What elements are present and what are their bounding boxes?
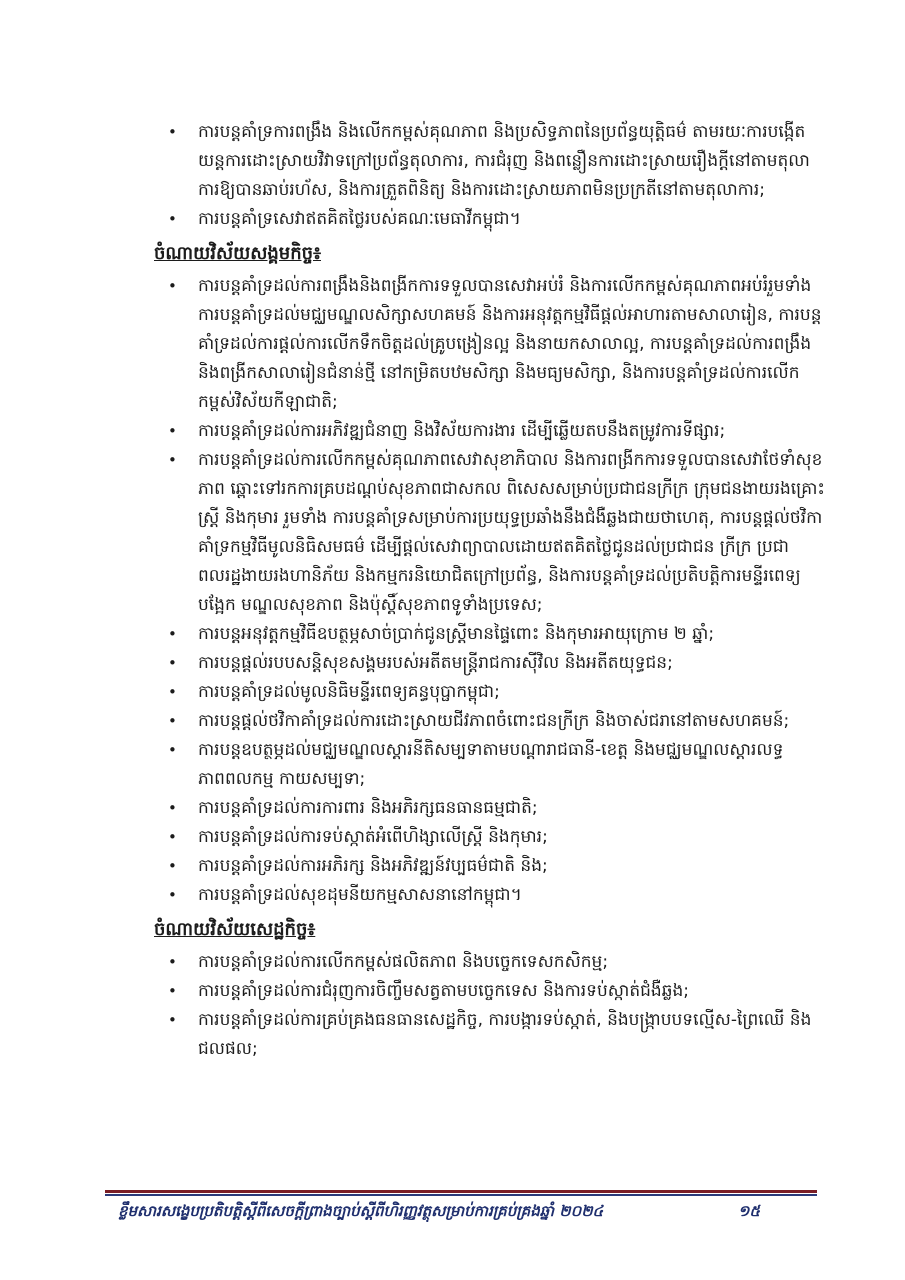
list-item bbox=[150, 823, 828, 852]
list-item bbox=[150, 1006, 828, 1064]
list-item bbox=[150, 272, 828, 417]
list-item-text: ការបន្តគាំទ្រដល់ការលើកកម្ពស់ផលិតភាព និងបច្ចេកទេសកសិកម្ម; bbox=[198, 952, 609, 972]
bullet-icon: • bbox=[168, 857, 177, 875]
list-item bbox=[150, 678, 828, 707]
list-item bbox=[150, 852, 828, 881]
list-item-text: ការបន្តគាំទ្រដល់ការអភិរក្ស និងអភិវឌ្ឍន៍វប្បធម៌ជាតិ និង; bbox=[198, 856, 548, 876]
list-item-text: ការបន្តគាំទ្រដល់ការគ្រប់គ្រងធនធានសេដ្ឋកិច្ច, ការបង្ការទប់ស្កាត់, និងបង្ក្រាបបទល្មើស-ព្រៃឈើ និងជលផល; bbox=[198, 1010, 812, 1059]
economic-sector-heading: ចំណាយវិស័យសេដ្ឋកិច្ច៖ bbox=[154, 919, 316, 940]
list-item-text: ការបន្តគាំទ្រដល់ការពង្រឹងនិងពង្រីកការទទួលបានសេវាអប់រំ និងការលើកកម្ពស់គុណភាពអប់រំរួមទាំង ការបន្តគាំទ្រដល់មជ្ឈមណ្ឌលសិក្សាសហគមន៍ និងការអនុវត្តកម្មវិធីផ្ដល់អាហារតាមសាលារៀន, ការបន្តគាំទ្រដល់ការផ្ដល់ការលើកទឹកចិត្តដល់គ្រូបង្រៀនល្អ និងនាយកសាលាល្អ, ការបន្តគាំទ្រដល់ការពង្រឹង និងពង្រីកសាលារៀនជំនាន់ថ្មី នៅកម្រិតបឋមសិក្សា និងមធ្យមសិក្សា, និងការបន្តគាំទ្រដល់ការលើកកម្ពស់វិស័យកីឡាជាតិ; bbox=[198, 276, 822, 412]
bullet-icon: • bbox=[168, 799, 177, 817]
footer-rule-top bbox=[105, 1190, 817, 1193]
list-item-text: ការបន្តផ្ដល់របបសន្តិសុខសង្គមរបស់អតីតមន្ត្រីរាជការស៊ីវិល និងអតីតយុទ្ធជន; bbox=[198, 653, 673, 673]
list-item bbox=[150, 794, 828, 823]
list-item bbox=[150, 707, 828, 736]
bullet-icon: • bbox=[168, 828, 177, 846]
list-item bbox=[150, 620, 828, 649]
list-item-text: ការបន្តគាំទ្រដល់ការជំរុញការចិញ្ចឹមសត្វតាមបច្ចេកទេស និងការទប់ស្កាត់ជំងឺឆ្លង; bbox=[198, 981, 689, 1001]
page-number: ១៥ bbox=[738, 1202, 760, 1220]
bullet-icon: • bbox=[168, 210, 177, 228]
list-item bbox=[150, 881, 828, 910]
list-item-text: ការបន្តផ្ដល់ថវិកាគាំទ្រដល់ការដោះស្រាយជីវភាពចំពោះជនក្រីក្រ និងចាស់ជរានៅតាមសហគមន៍; bbox=[198, 711, 790, 731]
bullet-icon: • bbox=[168, 683, 177, 701]
social-sector-heading: ចំណាយវិស័យសង្គមកិច្ច៖ bbox=[154, 243, 321, 264]
bullet-icon: • bbox=[168, 1011, 177, 1029]
page-content bbox=[150, 118, 828, 1064]
social-bullet-list bbox=[150, 272, 828, 910]
bullet-icon: • bbox=[168, 886, 177, 904]
list-item bbox=[150, 948, 828, 977]
bullet-icon: • bbox=[168, 277, 177, 295]
list-item-text: ការបន្តគាំទ្រដល់ការលើកកម្ពស់គុណភាពសេវាសុខាភិបាល និងការពង្រីកការទទួលបានសេវាថែទាំសុខភាព ឆ្ពោះទៅរកការគ្របដណ្ដប់សុខភាពជាសកល ពិសេសសម្រាប់ប្រជាជនក្រីក្រ ក្រុមជនងាយរងគ្រោះ ស្ត្រី និងកុមារ រួមទាំង ការបន្តគាំទ្រសម្រាប់ការប្រយុទ្ធប្រឆាំងនឹងជំងឺឆ្លងជាយថាហេតុ, ការបន្តផ្ដល់ថវិកាគាំទ្រកម្មវិធីមូលនិធិសមធម៌ ដើម្បីផ្ដល់សេវាព្យាបាលដោយឥតគិតថ្លៃជូនដល់ប្រជាជន ក្រីក្រ ប្រជាពលរដ្ឋងាយរងហានិភ័យ និងកម្មករនិយោជិតក្រៅប្រព័ន្ធ, និងការបន្តគាំទ្រដល់ប្រតិបត្តិការមន្ទីរពេទ្យបង្អែក មណ្ឌលសុខភាព និងប៉ុស្តិ៍សុខភាពទូទាំងប្រទេស; bbox=[198, 450, 825, 615]
bullet-icon: • bbox=[168, 982, 177, 1000]
footer-rule-bottom bbox=[105, 1194, 817, 1196]
list-item-text: ការបន្តគាំទ្រដល់ការអភិវឌ្ឍជំនាញ និងវិស័យការងារ ដើម្បីឆ្លើយតបនឹងតម្រូវការទីផ្សារ; bbox=[198, 421, 726, 441]
bullet-icon: • bbox=[168, 123, 177, 141]
list-item-text: ការបន្តឧបត្ថម្ភដល់មជ្ឈមណ្ឌលស្ដារនីតិសម្បទាតាមបណ្ដារាជធានី-ខេត្ត និងមជ្ឈមណ្ឌលស្ដារលទ្ធភាពពលកម្ម កាយសម្បទា; bbox=[198, 740, 784, 789]
list-item-text: ការបន្តអនុវត្តកម្មវិធីឧបត្ថម្ភសាច់ប្រាក់ជូនស្ត្រីមានផ្ទៃពោះ និងកុមារអាយុក្រោម ២ ឆ្នាំ; bbox=[198, 624, 715, 644]
bullet-icon: • bbox=[168, 625, 177, 643]
bullet-icon: • bbox=[168, 741, 177, 759]
list-item bbox=[150, 446, 828, 620]
list-item-text: ការបន្តគាំទ្រដល់មូលនិធិមន្ទីរពេទ្យគន្ធបុប្ផាកម្ពុជា; bbox=[198, 682, 500, 702]
bullet-icon: • bbox=[168, 712, 177, 730]
list-item-text: ការបន្តគាំទ្រដល់សុខដុមនីយកម្មសាសនានៅកម្ពុជា។ bbox=[198, 885, 522, 905]
bullet-icon: • bbox=[168, 451, 177, 469]
list-item bbox=[150, 649, 828, 678]
list-item-text: ការបន្តគាំទ្រដល់ការការពារ និងអភិរក្សធនធានធម្មជាតិ; bbox=[198, 798, 538, 818]
list-item bbox=[150, 977, 828, 1006]
list-item-text: ការបន្តគាំទ្រដល់ការទប់ស្កាត់អំពើហិង្សាលើស្ត្រី និងកុមារ; bbox=[198, 827, 548, 847]
list-item bbox=[150, 736, 828, 794]
list-item-text: ការបន្តគាំទ្រសេវាឥតគិតថ្លៃរបស់គណៈមេធាវីកម្ពុជា។ bbox=[198, 209, 521, 229]
bullet-icon: • bbox=[168, 422, 177, 440]
list-item bbox=[150, 205, 828, 234]
bullet-icon: • bbox=[168, 654, 177, 672]
footer-title: ខ្លឹមសារសង្ខេបប្រតិបត្តិស្ដីពីសេចក្ដីព្រាងច្បាប់ស្ដីពីហិរញ្ញវត្ថុសម្រាប់ការគ្រប់គ្រងឆ្នាំ ២០២៤ bbox=[118, 1202, 604, 1220]
list-item bbox=[150, 118, 828, 205]
list-item-text: ការបន្តគាំទ្រការពង្រឹង និងលើកកម្ពស់គុណភាព និងប្រសិទ្ធភាពនៃប្រព័ន្ធយុត្តិធម៌ តាមរយៈការបង្កើតយន្តការដោះស្រាយវិវាទក្រៅប្រព័ន្ធតុលាការ, ការជំរុញ និងពន្លឿនការដោះស្រាយរឿងក្ដីនៅតាមតុលាការឱ្យបានឆាប់រហ័ស, និងការត្រួតពិនិត្យ និងការដោះស្រាយភាពមិនប្រក្រតីនៅតាមតុលាការ; bbox=[198, 122, 810, 200]
list-item bbox=[150, 417, 828, 446]
intro-bullet-list bbox=[150, 118, 828, 234]
economic-bullet-list bbox=[150, 948, 828, 1064]
bullet-icon: • bbox=[168, 953, 177, 971]
